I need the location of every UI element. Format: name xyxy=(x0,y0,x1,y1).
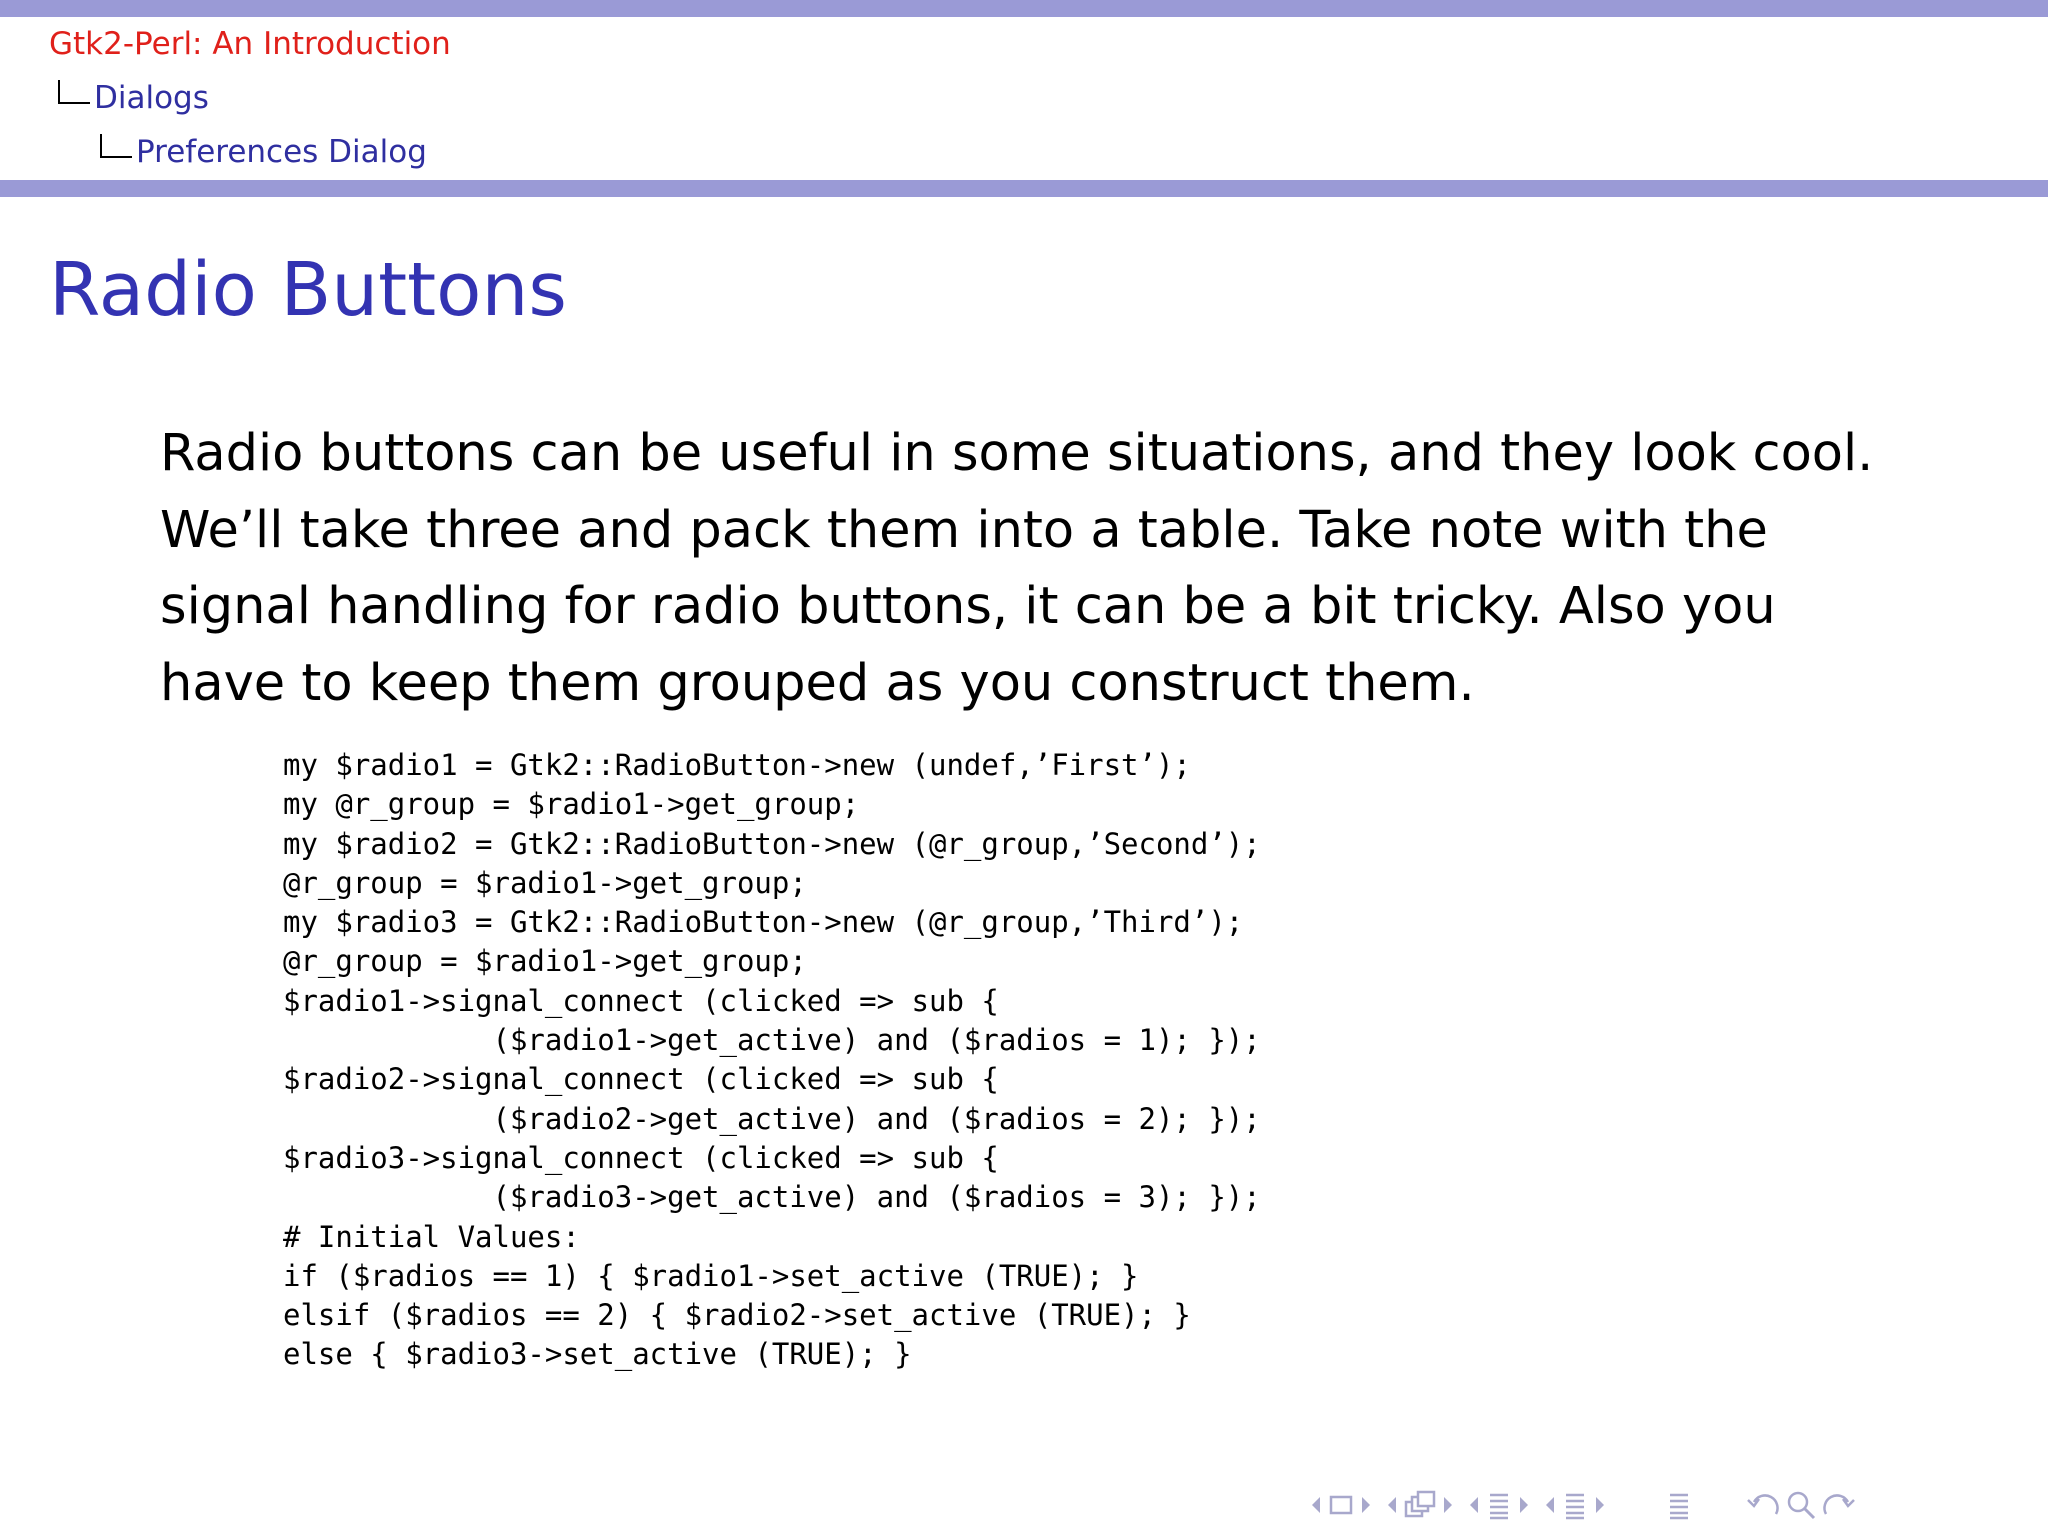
body-line: Radio buttons can be useful in some situations, and they look cool. xyxy=(160,424,1874,483)
nav-next-section-icon[interactable] xyxy=(1594,1495,1606,1515)
nav-prev-section-icon[interactable] xyxy=(1544,1495,1556,1515)
body-line: signal handling for radio buttons, it can be a bit tricky. Also you xyxy=(160,577,1776,636)
nav-next-slide-icon[interactable] xyxy=(1360,1495,1372,1515)
nav-slide-icon[interactable] xyxy=(1328,1494,1354,1516)
nav-history-group xyxy=(1746,1490,1856,1520)
nav-search-icon[interactable] xyxy=(1786,1490,1816,1520)
nav-section-icon[interactable] xyxy=(1562,1490,1588,1520)
breadcrumb-section[interactable] xyxy=(58,78,209,118)
body-paragraph xyxy=(160,416,1900,722)
nav-section-group xyxy=(1544,1490,1606,1520)
code-line: $radio1->signal_connect (clicked => sub { xyxy=(283,983,999,1018)
nav-prev-frame-icon[interactable] xyxy=(1386,1495,1398,1515)
nav-next-subsection-icon[interactable] xyxy=(1518,1495,1530,1515)
code-line: $radio3->signal_connect (clicked => sub { xyxy=(283,1140,999,1175)
breadcrumb-label: Dialogs xyxy=(94,80,209,116)
tree-branch-icon xyxy=(100,134,132,158)
code-line: if ($radios == 1) { $radio1->set_active (TRUE); } xyxy=(283,1258,1139,1293)
code-line: elsif ($radios == 2) { $radio2->set_active (TRUE); } xyxy=(283,1298,1191,1333)
code-line: my $radio3 = Gtk2::RadioButton->new (@r_group,’Third’); xyxy=(283,905,1244,940)
nav-document-group xyxy=(1666,1490,1692,1520)
header-bottom-bar xyxy=(0,180,2048,197)
code-line: my $radio2 = Gtk2::RadioButton->new (@r_group,’Second’); xyxy=(283,826,1261,861)
code-line: ($radio3->get_active) and ($radios = 3); }); xyxy=(283,1180,1261,1215)
nav-slide-group xyxy=(1310,1494,1372,1516)
code-line: # Initial Values: xyxy=(283,1219,580,1254)
code-line: ($radio1->get_active) and ($radios = 1); }); xyxy=(283,1023,1261,1058)
nav-prev-subsection-icon[interactable] xyxy=(1468,1495,1480,1515)
code-line: @r_group = $radio1->get_group; xyxy=(283,865,807,900)
code-line: else { $radio3->set_active (TRUE); } xyxy=(283,1337,912,1372)
body-line: have to keep them grouped as you construct them. xyxy=(160,653,1475,713)
nav-forward-icon[interactable] xyxy=(1822,1490,1856,1520)
nav-document-icon[interactable] xyxy=(1666,1490,1692,1520)
frame-title: Radio Buttons xyxy=(49,247,567,333)
breadcrumb-subsection[interactable] xyxy=(100,132,427,172)
breadcrumb-label: Preferences Dialog xyxy=(136,134,427,170)
code-line: my @r_group = $radio1->get_group; xyxy=(283,787,860,822)
nav-subsection-group xyxy=(1468,1490,1530,1520)
code-block xyxy=(283,746,1261,1375)
code-line: @r_group = $radio1->get_group; xyxy=(283,944,807,979)
code-line: my $radio1 = Gtk2::RadioButton->new (undef,’First’); xyxy=(283,748,1191,782)
tree-branch-icon xyxy=(58,80,90,104)
code-line: ($radio2->get_active) and ($radios = 2); }); xyxy=(283,1101,1261,1136)
breadcrumb-presentation-title[interactable] xyxy=(49,24,451,64)
nav-subsection-icon[interactable] xyxy=(1486,1490,1512,1520)
nav-frame-icon[interactable] xyxy=(1404,1490,1436,1520)
nav-back-icon[interactable] xyxy=(1746,1490,1780,1520)
body-line: We’ll take three and pack them into a table. Take note with the xyxy=(160,500,1768,560)
nav-next-frame-icon[interactable] xyxy=(1442,1495,1454,1515)
code-line: $radio2->signal_connect (clicked => sub { xyxy=(283,1062,999,1097)
breadcrumb-label: Gtk2-Perl: An Introduction xyxy=(49,26,451,62)
top-header-bar xyxy=(0,0,2048,17)
nav-frame-group xyxy=(1386,1490,1454,1520)
nav-prev-slide-icon[interactable] xyxy=(1310,1495,1322,1515)
beamer-navigation-bar xyxy=(1310,1488,1856,1522)
